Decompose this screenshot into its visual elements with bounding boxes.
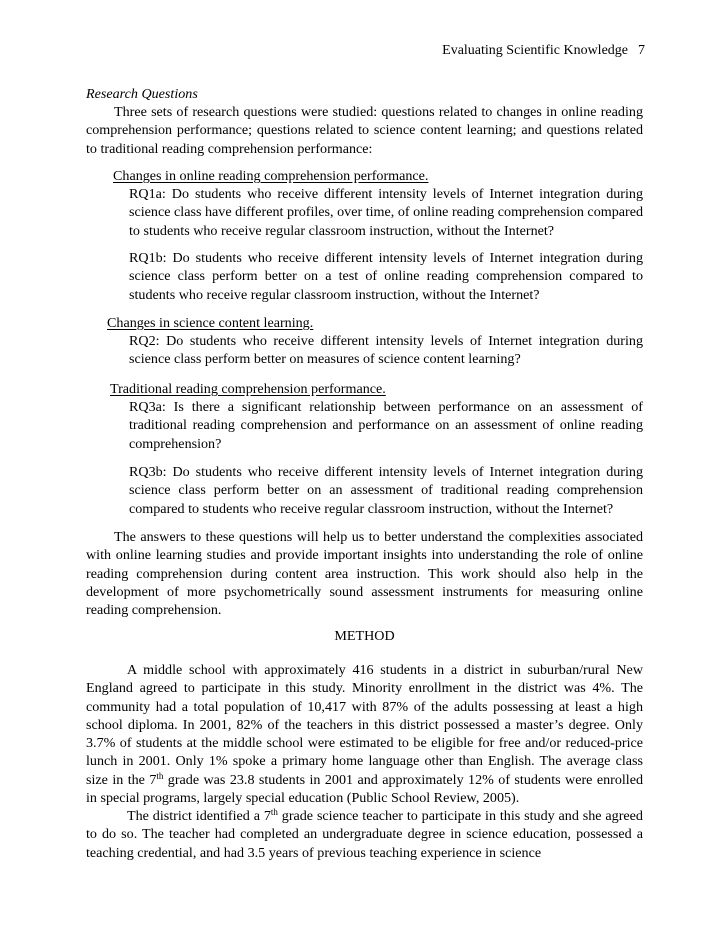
section-heading-method: METHOD: [334, 628, 395, 644]
running-title: Evaluating Scientific Knowledge: [442, 43, 628, 58]
question-rq1b: RQ1b: Do students who receive different intensity levels of Internet integration during science class perform better on a test of online reading comprehension compared to students who receive regular classroom instruction, without the Internet?: [129, 250, 643, 303]
research-questions-conclusion: The answers to these questions will help us to better understand the complexities associated with online learning studies and provide important insights into understanding the role of online reading comprehension during content area instruction. This work should also help in the development of more psychometrically sound assessment instruments for measuring online reading comprehension.: [86, 529, 643, 619]
question-rq1a: RQ1a: Do students who receive different intensity levels of Internet integration during science class have different profiles, over time, of online reading comprehension compared to students who receive regular classroom instruction, without the Internet?: [129, 186, 643, 239]
section-heading-research-questions: Research Questions: [86, 86, 198, 102]
question-rq3b: RQ3b: Do students who receive different intensity levels of Internet integration during science class perform better on an assessment of traditional reading comprehension compared to students who receive regular classroom instruction, without the Internet?: [129, 464, 643, 517]
research-questions-intro: Three sets of research questions were studied: questions related to changes in online reading comprehension performance; questions related to science content learning; and questions related to traditional reading comprehension performance:: [86, 104, 643, 157]
question-rq3a: RQ3a: Is there a significant relationship between performance on an assessment of traditional reading comprehension and performance on an assessment of online reading comprehension?: [129, 399, 643, 452]
superscript-th: th: [270, 807, 278, 817]
group-title-traditional-reading: Traditional reading comprehension performance.: [110, 381, 386, 397]
method-paragraph-1: A middle school with approximately 416 students in a district in suburban/rural New England agreed to participate in this study. Minority enrollment in the district was 4%. The community had a total population of 10,417 with 87% of the adults possessing at least a high school diploma. In 2001, 82% of the teachers in this district possessed a master’s degree. Only 3.7% of students at the middle school were estimated to be eligible for free and/or reduced-price lunch in 2001. Only 1% spoke a primary home language other than English. The average class size in the 7th grade was 23.8 students in 2001 and approximately 12% of students were enrolled in special programs, largely special education (Public School Review, 2005).: [86, 662, 643, 807]
page-number: 7: [638, 43, 645, 58]
method-paragraph-2: The district identified a 7th grade science teacher to participate in this study and she agreed to do so. The teacher had completed an undergraduate degree in science education, possessed a teaching credential, and had 3.5 years of previous teaching experience in science: [86, 807, 643, 861]
superscript-th: th: [156, 770, 164, 781]
running-header: [430, 42, 645, 60]
group-title-science-content: Changes in science content learning.: [107, 315, 314, 331]
group-title-online-reading: Changes in online reading comprehension performance.: [113, 168, 429, 184]
question-rq2: RQ2: Do students who receive different intensity levels of Internet integration during science class perform better on measures of science content learning?: [129, 333, 643, 368]
